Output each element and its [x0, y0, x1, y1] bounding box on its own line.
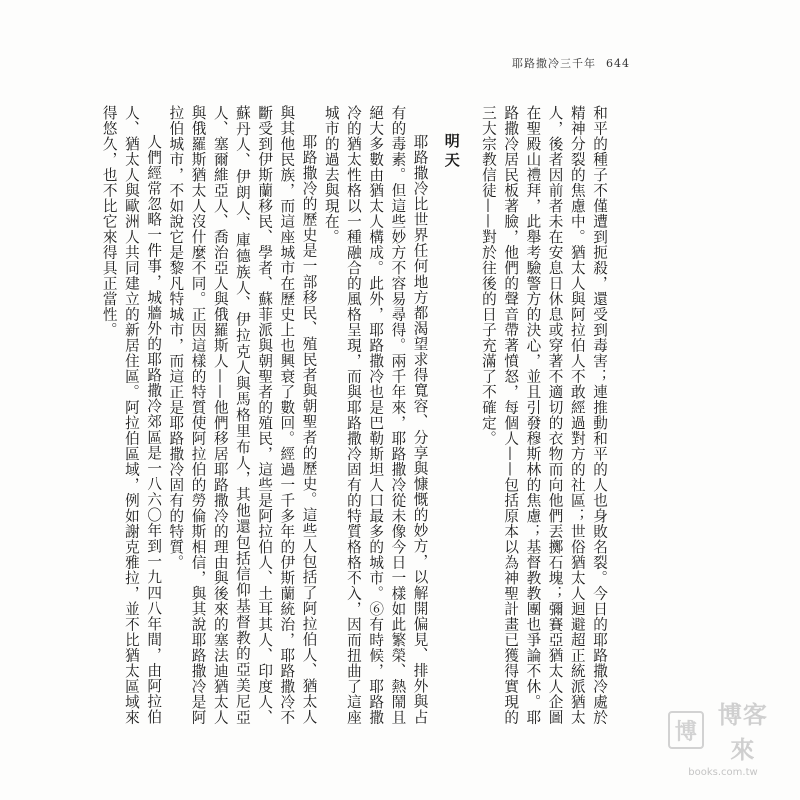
paragraph-body-3: 人們經常忽略一件事，城牆外的耶路撒冷郊區是一八六〇年到一九四八年間，由阿拉伯人、猶太人與歐洲人共同建立的新居住區。阿拉伯區域，例如謝克雅拉，並不比猶太區域來得悠久，也不比它來得具正當性。	[100, 105, 163, 725]
section-title: 明天	[442, 133, 461, 171]
watermark-brand: 博客來	[717, 701, 768, 764]
paragraph-top-1: 和平的種子不僅遭到扼殺，還受到毒害；連推動和平的人也身敗名裂。今日的耶路撒冷處於精神分裂的焦慮中。猶太人與阿拉伯人不敢經過對方的社區；世俗猶太人迴避超正統派猶太人，後者因前者未在安息日休息或穿著不適切的衣物而向他們丟擲石塊；彌賽亞猶太人企圖在聖殿山禮拜，此舉考驗警方的決心，並且引發穆斯林的焦慮；基督教教團也爭論不休。耶路撒冷居民板著臉，他們的聲音帶著憤怒，每個人——包括原本以為神聖計畫已獲得實現的三大宗教信徒——對於往後的日子充滿了不確定。	[479, 105, 608, 725]
vertical-text-block	[100, 105, 610, 725]
paragraph-body-2: 耶路撒冷的歷史是一部移民、殖民者與朝聖者的歷史。這些人包括了阿拉伯人、猶太人與其他民族，而這座城市在歷史上也興衰了數回。經過一千多年的伊斯蘭統治，耶路撒冷不斷受到伊斯蘭移民、學者、蘇菲派與朝聖者的殖民，這些是阿拉伯人、土耳其人、印度人、蘇丹人、伊朗人、庫德族人、伊拉克人與馬格里布人，其他還包括信仰基督教的亞美尼亞人、塞爾維亞人、喬治亞人與俄羅斯人——他們移居耶路撒冷的理由與後來的塞法迪猶太人與俄羅斯猶太人沒什麼不同。正因這樣的特質使阿拉伯的勞倫斯相信，與其說耶路撒冷是阿拉伯城市，不如說它是黎凡特城市，而這正是耶路撒冷固有的特質。	[167, 105, 318, 725]
header-page-number: 644	[606, 57, 630, 70]
running-header	[512, 55, 630, 71]
watermark-logo-icon: 博	[668, 711, 704, 749]
watermark-logo	[668, 695, 778, 765]
paragraph-body-1: 耶路撒冷比世界任何地方都渴望求得寬容、分享與慷慨的妙方，以解開偏見、排外與占有的毒素。但這些妙方不容易尋得。兩千年來，耶路撒冷從未像今日一樣如此繁榮、熱鬧且絕大多數由猶太人構成。此外，耶路撒冷也是巴勒斯坦人口最多的城市。⑥有時候，耶路撒冷的猶太性格以一種融合的風格呈現，而與耶路撒冷固有的特質格格不入，因而扭曲了這座城市的過去與現在。	[322, 105, 429, 725]
watermark	[668, 695, 778, 778]
header-book-title: 耶路撒冷三千年	[512, 57, 596, 70]
watermark-url: books.com.tw	[688, 767, 758, 778]
